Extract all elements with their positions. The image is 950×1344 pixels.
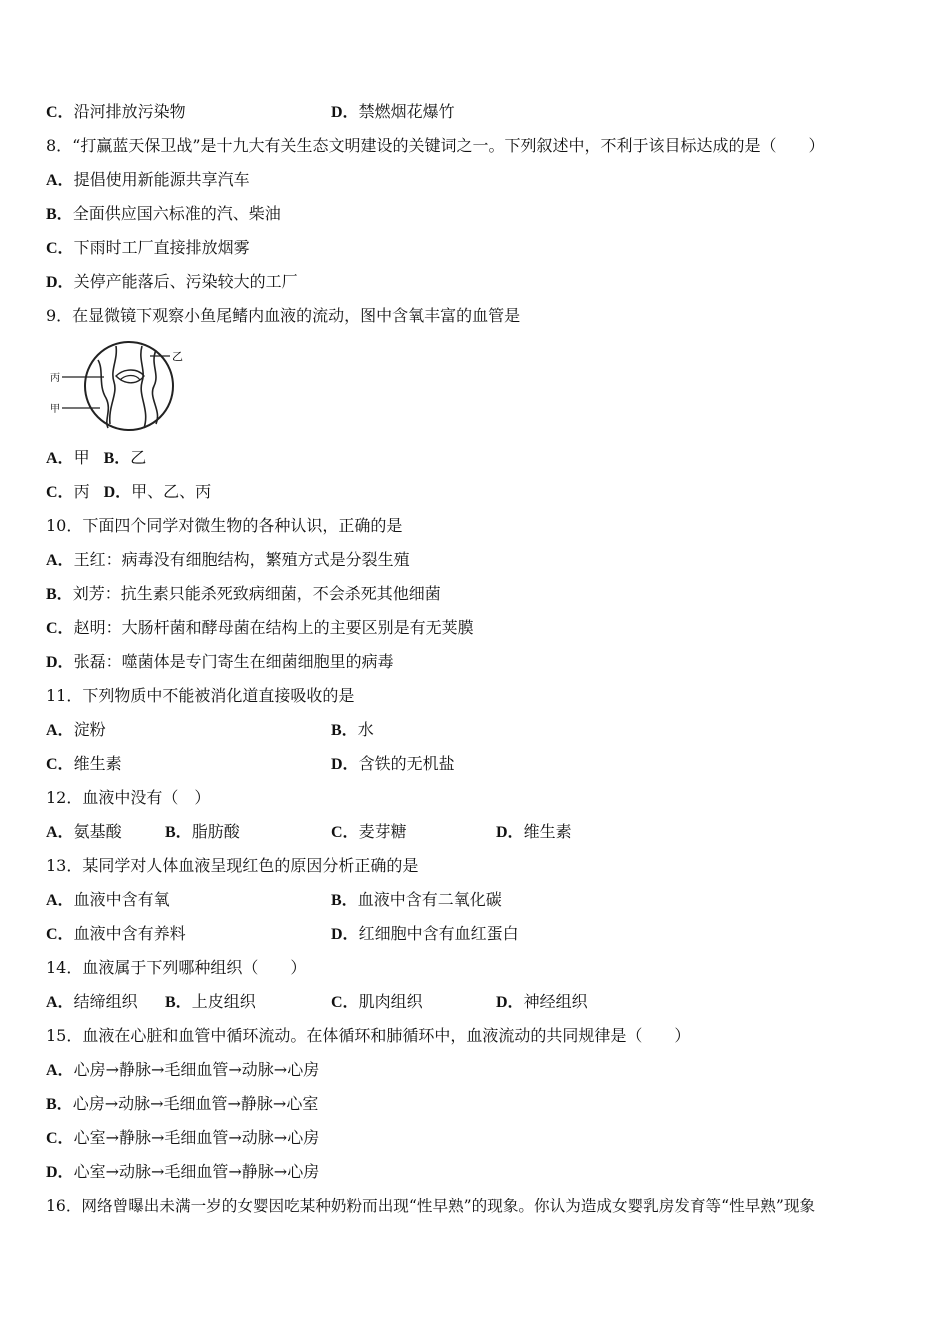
option-letter: D． — [46, 654, 74, 671]
q11-stem: 11．下列物质中不能被消化道直接吸收的是 — [46, 686, 355, 705]
blood-vessel-figure — [46, 340, 186, 432]
q13-option-c — [46, 923, 186, 945]
option-text: 水 — [357, 720, 374, 739]
q8-option-d — [46, 271, 298, 293]
option-text: 脂肪酸 — [191, 822, 240, 841]
q9-options-cd — [46, 481, 211, 503]
q11-option-d — [331, 753, 455, 775]
q8-option-b — [46, 203, 281, 225]
option-letter: C． — [46, 484, 74, 501]
q15-stem: 15．血液在心脏和血管中循环流动。在体循环和肺循环中，血液流动的共同规律是（ ） — [46, 1026, 691, 1045]
q10-stem: 10．下面四个同学对微生物的各种认识，正确的是 — [46, 516, 403, 535]
option-letter: C． — [46, 104, 74, 121]
option-text: 血液中含有养料 — [73, 924, 186, 943]
option-text: 上皮组织 — [191, 992, 256, 1011]
option-text: 王红：病毒没有细胞结构，繁殖方式是分裂生殖 — [73, 550, 410, 569]
option-letter: B． — [165, 824, 192, 841]
q12-option-a — [46, 821, 122, 843]
option-letter: D． — [496, 824, 524, 841]
option-text: 心房→静脉→毛细血管→动脉→心房 — [73, 1060, 320, 1079]
option-letter: C． — [331, 994, 359, 1011]
option-letter: D． — [103, 484, 132, 501]
option-text: 肌肉组织 — [358, 992, 423, 1011]
option-text: 张磊：噬菌体是专门寄生在细菌细胞里的病毒 — [73, 652, 394, 671]
q9-stem: 9．在显微镜下观察小鱼尾鳍内血液的流动，图中含氧丰富的血管是 — [46, 306, 521, 325]
option-letter: A． — [46, 1062, 74, 1079]
option-letter: B． — [46, 586, 73, 603]
option-text: 甲、乙、丙 — [131, 482, 212, 501]
q15-option-c — [46, 1127, 319, 1149]
q15-option-a — [46, 1059, 319, 1081]
option-text: 氨基酸 — [73, 822, 122, 841]
option-letter: C． — [46, 756, 74, 773]
q9-option-c — [46, 482, 90, 501]
option-letter: B． — [331, 892, 358, 909]
option-text: 心室→动脉→毛细血管→静脉→心房 — [73, 1162, 320, 1181]
option-letter: C． — [46, 926, 74, 943]
option-letter: D． — [331, 756, 359, 773]
option-letter: A． — [46, 552, 74, 569]
q8-option-c — [46, 237, 250, 259]
q14-option-c — [331, 991, 423, 1013]
option-text: 心房→动脉→毛细血管→静脉→心室 — [72, 1094, 319, 1113]
option-text: 丙 — [73, 482, 90, 501]
option-letter: D． — [331, 926, 359, 943]
q14-stem: 14．血液属于下列哪种组织（ ） — [46, 958, 307, 977]
option-text: 神经组织 — [523, 992, 588, 1011]
option-letter: B． — [165, 994, 192, 1011]
option-text: 沿河排放污染物 — [73, 102, 186, 121]
option-letter: A． — [46, 994, 74, 1011]
option-text: 刘芳：抗生素只能杀死致病细菌，不会杀死其他细菌 — [72, 584, 441, 603]
q12-option-c — [331, 821, 407, 843]
option-text: 心室→静脉→毛细血管→动脉→心房 — [73, 1128, 320, 1147]
microscope-field-drawing — [46, 340, 186, 432]
option-letter: A． — [46, 824, 74, 841]
q13-option-a — [46, 889, 170, 911]
q16-stem: 16．网络曾曝出未满一岁的女婴因吃某种奶粉而出现“性早熟”的现象。你认为造成女婴乳房发育等“性早熟”现象 — [46, 1197, 816, 1215]
option-text: 提倡使用新能源共享汽车 — [73, 170, 250, 189]
option-letter: B． — [331, 722, 358, 739]
q9-option-d — [104, 482, 212, 501]
vessel-line — [141, 346, 146, 428]
q14-option-a — [46, 991, 138, 1013]
label-yi: 乙 — [172, 350, 183, 363]
q8-option-a — [46, 169, 250, 191]
option-text: 维生素 — [523, 822, 572, 841]
option-letter: D． — [46, 274, 74, 291]
option-text: 禁燃烟花爆竹 — [358, 102, 455, 121]
q7-option-c — [46, 101, 186, 124]
option-text: 乙 — [130, 448, 147, 467]
option-letter: D． — [331, 104, 359, 121]
option-letter: B． — [46, 1096, 73, 1113]
option-text: 红细胞中含有血红蛋白 — [358, 924, 519, 943]
q9-option-b — [104, 448, 147, 467]
q11-option-c — [46, 753, 122, 775]
option-letter: D． — [496, 994, 524, 1011]
option-letter: C． — [331, 824, 359, 841]
option-text: 维生素 — [73, 754, 122, 773]
option-text: 麦芽糖 — [358, 822, 407, 841]
option-letter: A． — [46, 172, 74, 189]
option-letter: D． — [46, 1164, 74, 1181]
q15-option-b — [46, 1093, 318, 1115]
vessel-line — [152, 350, 157, 424]
q13-stem: 13．某同学对人体血液呈现红色的原因分析正确的是 — [46, 856, 419, 875]
option-text: 淀粉 — [73, 720, 106, 739]
q12-option-b — [165, 821, 240, 843]
q11-option-a — [46, 719, 106, 741]
option-text: 甲 — [73, 448, 90, 467]
q8-stem: 8．“打赢蓝天保卫战”是十九大有关生态文明建设的关键词之一。下列叙述中，不利于该目标达成的是（ ） — [46, 136, 825, 155]
option-letter: A． — [46, 892, 74, 909]
option-letter: C． — [46, 1130, 74, 1147]
label-jia: 甲 — [50, 404, 60, 415]
q11-option-b — [331, 719, 374, 741]
option-text: 全面供应国六标准的汽、柴油 — [72, 204, 281, 223]
option-text: 关停产能落后、污染较大的工厂 — [73, 272, 298, 291]
option-text: 结缔组织 — [73, 992, 138, 1011]
q9-option-a — [46, 448, 90, 467]
q10-option-a — [46, 549, 410, 571]
option-text: 含铁的无机盐 — [358, 754, 455, 773]
q14-option-b — [165, 991, 256, 1013]
option-text: 血液中含有氧 — [73, 890, 170, 909]
q10-option-d — [46, 651, 394, 673]
q15-option-d — [46, 1161, 319, 1183]
option-text: 下雨时工厂直接排放烟雾 — [73, 238, 250, 257]
option-letter: C． — [46, 240, 74, 257]
capillary-loop — [116, 370, 144, 383]
field-circle — [85, 342, 173, 430]
q13-option-d — [331, 923, 519, 945]
option-letter: A． — [46, 722, 74, 739]
q13-option-b — [331, 889, 502, 911]
q10-option-b — [46, 583, 441, 605]
label-bing: 丙 — [50, 373, 60, 384]
q10-option-c — [46, 617, 474, 639]
q7-option-d — [331, 101, 455, 123]
option-letter: B． — [103, 450, 131, 467]
q14-option-d — [496, 991, 588, 1013]
option-letter: C． — [46, 620, 74, 637]
q12-option-d — [496, 821, 572, 843]
option-text: 血液中含有二氧化碳 — [357, 890, 502, 909]
option-text: 赵明：大肠杆菌和酵母菌在结构上的主要区别是有无荚膜 — [73, 618, 474, 637]
q12-stem: 12．血液中没有（ ） — [46, 788, 211, 807]
option-letter: B． — [46, 206, 73, 223]
vessel-line — [110, 346, 117, 424]
option-letter: A． — [46, 450, 74, 467]
q9-options-ab — [46, 447, 146, 469]
capillary-loop — [120, 376, 140, 381]
